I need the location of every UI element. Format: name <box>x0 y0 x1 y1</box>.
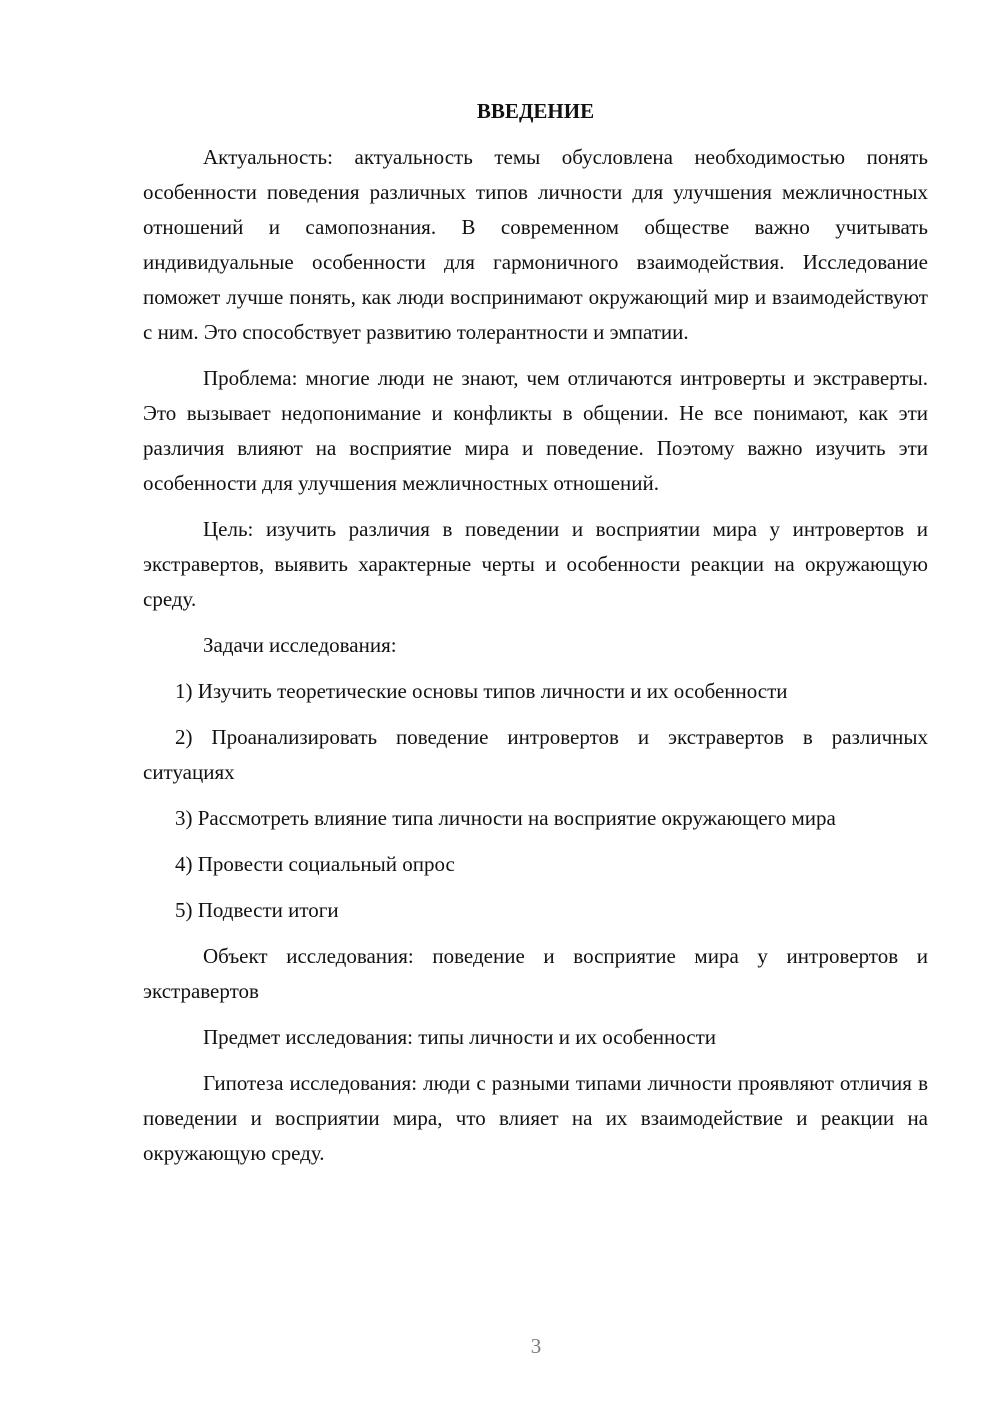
document-page <box>143 96 928 1182</box>
task-item-1: 1) Изучить теоретические основы типов личности и их особенности <box>175 679 788 703</box>
section-title: ВВЕДЕНИЕ <box>476 99 595 123</box>
page-number: 3 <box>530 1334 542 1358</box>
paragraph-object: Объект исследования: поведение и восприятие мира у интровертов и экстравертов <box>143 944 928 1003</box>
paragraph-tasks-heading: Задачи исследования: <box>203 633 397 657</box>
paragraph-hypothesis: Гипотеза исследования: люди с разными типами личности проявляют отличия в поведении и восприятии мира, что влияет на их взаимодействие и реакции на окружающую среду. <box>143 1071 928 1165</box>
task-item-2: 2) Проанализировать поведение интровертов и экстравертов в различных ситуациях <box>143 725 928 784</box>
paragraph-relevance: Актуальность: актуальность темы обусловлена необходимостью понять особенности поведения различных типов личности для улучшения межличностных отношений и самопознания. В современном обществе важно учитывать индивидуальные особенности для гармоничного взаимодействия. Исследование поможет лучше понять, как люди воспринимают окружающий мир и взаимодействуют с ним. Это способствует развитию толерантности и эмпатии. <box>143 145 928 344</box>
task-item-3: 3) Рассмотреть влияние типа личности на восприятие окружающего мира <box>175 806 836 830</box>
task-item-5: 5) Подвести итоги <box>175 898 339 922</box>
paragraph-problem: Проблема: многие люди не знают, чем отличаются интроверты и экстраверты. Это вызывает недопонимание и конфликты в общении. Не все понимают, как эти различия влияют на восприятие мира и поведение. Поэтому важно изучить эти особенности для улучшения межличностных отношений. <box>143 366 928 495</box>
paragraph-goal: Цель: изучить различия в поведении и восприятии мира у интровертов и экстравертов, выявить характерные черты и особенности реакции на окружающую среду. <box>143 517 928 611</box>
paragraph-subject: Предмет исследования: типы личности и их особенности <box>203 1025 717 1049</box>
task-item-4: 4) Провести социальный опрос <box>175 852 455 876</box>
